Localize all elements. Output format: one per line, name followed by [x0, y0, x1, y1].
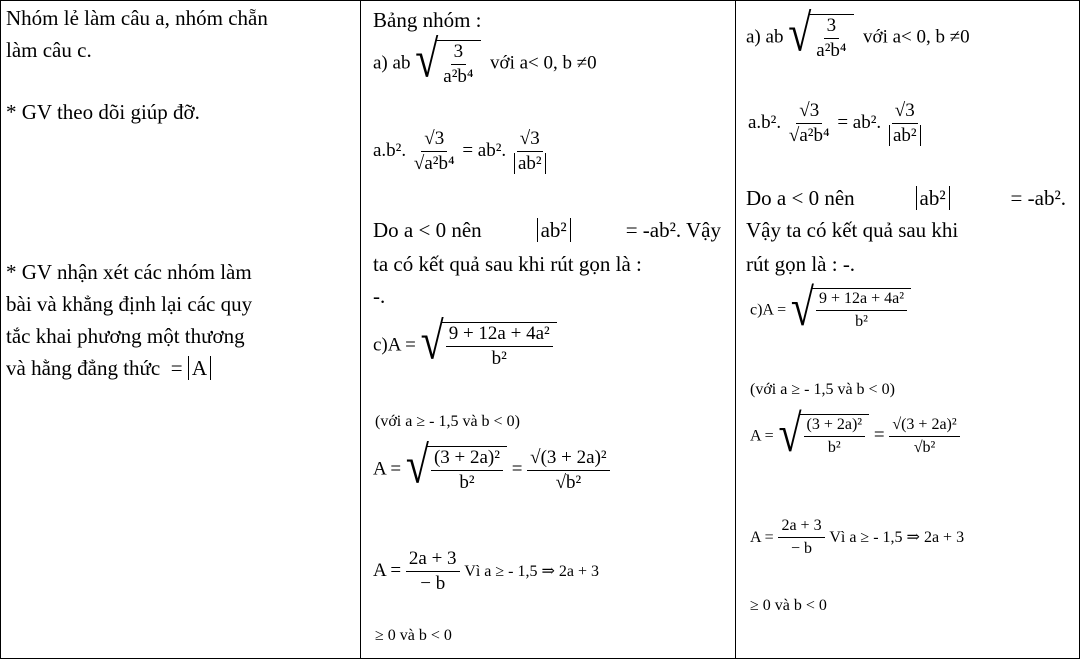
conclusion-line: -.: [373, 284, 386, 308]
identity-text: và hằng đẳng thức: [6, 356, 161, 380]
expr-A1: A = √ $\frac{\text{(3 + 2a)²}}{\text{b²}}$ = $\frac{\text{√(3 + 2a)²}}{\text{√b²}}$: [373, 446, 610, 494]
teacher-column: [0, 0, 360, 659]
abs-a: A: [188, 356, 211, 380]
fraction: $\frac{√3}{\text{ab²}}$: [511, 128, 549, 175]
conclusion-line: rút gọn là : -.: [746, 252, 856, 276]
abs-ab2: ab²: [537, 218, 571, 242]
do-line: Do a < 0 nên ab² = -ab².: [746, 186, 1066, 210]
condition-c: (với a ≥ - 1,5 và b < 0): [375, 413, 520, 430]
sqrt-radical: √ $\frac{3}{\text{a²b⁴}}$: [415, 40, 480, 88]
col1-line: tắc khai phương một thương: [6, 324, 245, 348]
expr-c: c)A = √ $\frac{\text{9 + 12a + 4a²}}{\text{b²}}$: [750, 288, 911, 332]
answer-column: [736, 0, 1079, 659]
group-board-heading: Bảng nhóm :: [373, 8, 482, 32]
final-condition: ≥ 0 và b < 0: [750, 597, 827, 614]
abs-ab2: ab²: [916, 186, 950, 210]
final-condition: ≥ 0 và b < 0: [375, 627, 452, 644]
col1-line: * GV theo dõi giúp đỡ.: [6, 100, 200, 124]
sqrt-radical: √ $\frac{\text{9 + 12a + 4a²}}{\text{b²}}$: [421, 322, 557, 370]
fraction: $\frac{√3}{\text{√a²b⁴}}$: [413, 128, 455, 174]
step1: a.b². $\frac{√3}{\text{√a²b⁴}}$ = ab². $\frac{√3}{\text{ab²}}$: [748, 100, 924, 147]
step1: a.b². $\frac{√3}{\text{√a²b⁴}}$ = ab². $\frac{√3}{\text{ab²}}$: [373, 128, 549, 175]
do-line: Do a < 0 nên ab² = -ab². Vậy: [373, 218, 721, 242]
expr-A2: A = $\frac{2a + 3}{- b}$ Vì a ≥ - 1,5 ⇒ 2a + 3: [750, 517, 965, 557]
col1-line: bài và khẳng định lại các quy: [6, 292, 253, 316]
expr-a: [373, 31, 597, 89]
a-label: a) ab: [373, 52, 411, 74]
expr-c: c)A = √ $\frac{\text{9 + 12a + 4a²}}{\text{b²}}$: [373, 322, 557, 370]
col1-line: làm câu c.: [6, 38, 92, 62]
expr-A2: A = $\frac{2a + 3}{- b}$ Vì a ≥ - 1,5 ⇒ 2a + 3: [373, 548, 600, 594]
col1-line: * GV nhận xét các nhóm làm: [6, 260, 252, 284]
col1-line: Nhóm lẻ làm câu a, nhóm chẵn: [6, 6, 268, 30]
sqrt-radical: √ $\frac{\text{(3 + 2a)²}}{\text{b²}}$: [406, 446, 507, 494]
expr-a: a) ab √ $\frac{3}{\text{a²b⁴}}$ với a< 0, b ≠0: [746, 5, 970, 63]
condition-a: với a< 0, b ≠0: [490, 52, 597, 74]
group-board-column: [361, 0, 735, 659]
conclusion-line: Vậy ta có kết quả sau khi: [746, 218, 959, 242]
identity-eq: =: [170, 356, 183, 380]
col1-line-identity: [6, 356, 211, 380]
expr-A1: A = √ $\frac{\text{(3 + 2a)²}}{\text{b²}}$ = $\frac{\text{√(3 + 2a)²}}{\text{√b²}}$: [750, 414, 960, 458]
sqrt-radical: √ $\frac{3}{\text{a²b⁴}}$: [788, 14, 853, 62]
conclusion-line: ta có kết quả sau khi rút gọn là :: [373, 252, 642, 276]
condition-c: (với a ≥ - 1,5 và b < 0): [750, 381, 895, 398]
fraction: $\frac{3}{\text{a²b⁴}}$: [443, 41, 474, 87]
